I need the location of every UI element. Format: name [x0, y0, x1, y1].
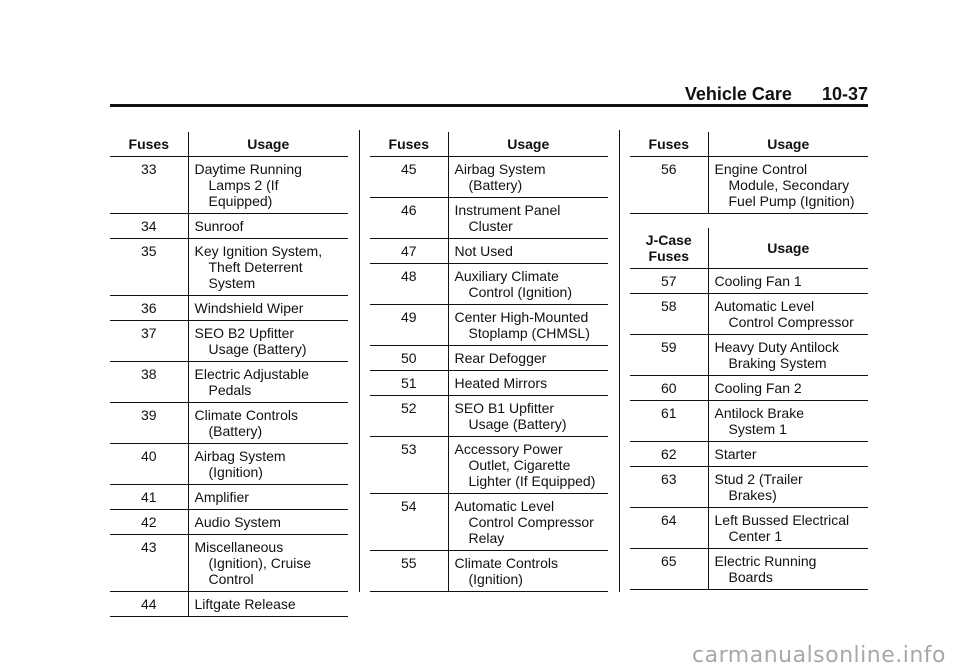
usage-line: Key Ignition System, — [194, 243, 323, 259]
usage-line: Brakes) — [728, 487, 777, 503]
fuse-number: 45 — [370, 157, 448, 198]
usage-line: Fuel Pump (Ignition) — [728, 193, 855, 209]
usage-line: Auxiliary Climate — [454, 268, 559, 284]
usage-line: SEO B1 Upfitter — [454, 400, 555, 416]
usage-line: Windshield Wiper — [194, 300, 304, 316]
usage-line: Center 1 — [728, 528, 783, 544]
fuse-number: 64 — [630, 508, 708, 549]
table-row — [630, 376, 868, 401]
usage-line: Airbag System — [454, 161, 546, 177]
usage-line: (Battery) — [468, 177, 523, 193]
table-row — [370, 264, 608, 305]
fuse-number: 38 — [110, 362, 188, 403]
fuse-table-1 — [110, 132, 348, 617]
fuse-number: 49 — [370, 305, 448, 346]
fuse-number: 44 — [110, 592, 188, 617]
fuse-usage — [448, 198, 608, 239]
fuse-usage — [188, 239, 348, 296]
usage-line: Electric Adjustable — [194, 366, 309, 382]
usage-header: Usage — [247, 136, 290, 152]
fuse-usage — [188, 157, 348, 214]
fuse-usage — [708, 467, 868, 508]
table-row — [630, 549, 868, 590]
fuse-usage — [188, 535, 348, 592]
usage-line: System 1 — [728, 421, 787, 437]
fuse-usage — [188, 214, 348, 239]
table-row — [110, 296, 348, 321]
fuse-number: 51 — [370, 371, 448, 396]
usage-line: Liftgate Release — [194, 596, 296, 612]
fuse-number: 35 — [110, 239, 188, 296]
fuse-number: 42 — [110, 510, 188, 535]
fuse-usage — [448, 396, 608, 437]
fuse-usage — [708, 294, 868, 335]
fuse-usage — [448, 494, 608, 551]
usage-line: Heated Mirrors — [454, 375, 548, 391]
table-row — [370, 346, 608, 371]
fuse-usage — [708, 401, 868, 442]
usage-line: Airbag System — [194, 448, 286, 464]
table-row — [370, 551, 608, 592]
fuse-usage — [188, 321, 348, 362]
usage-line: Control Compressor — [728, 314, 854, 330]
usage-header: Usage — [507, 136, 550, 152]
fuse-number: 65 — [630, 549, 708, 590]
table-row — [630, 442, 868, 467]
fuse-number: 59 — [630, 335, 708, 376]
usage-line: Electric Running — [714, 553, 817, 569]
fuse-usage — [708, 335, 868, 376]
usage-line: Cluster — [468, 218, 513, 234]
usage-line: Cooling Fan 1 — [714, 273, 802, 289]
page-header — [110, 84, 868, 106]
fuse-usage — [188, 485, 348, 510]
column-divider-1 — [359, 130, 360, 592]
fuse-number: 53 — [370, 437, 448, 494]
fuse-number: 56 — [630, 157, 708, 214]
fuse-usage — [188, 510, 348, 535]
usage-line: Left Bussed Electrical — [714, 512, 850, 528]
usage-line: Climate Controls — [454, 555, 558, 571]
usage-header: Usage — [767, 136, 810, 152]
fuse-table-2 — [370, 132, 608, 592]
fuses-header: Fuses — [110, 132, 188, 157]
usage-line: Center High-Mounted — [454, 309, 589, 325]
table-row — [630, 269, 868, 294]
usage-line: Audio System — [194, 514, 281, 530]
table-row — [370, 157, 608, 198]
table-row — [110, 403, 348, 444]
table-row — [630, 467, 868, 508]
table-row — [110, 485, 348, 510]
fuse-number: 47 — [370, 239, 448, 264]
fuse-number: 40 — [110, 444, 188, 485]
fuse-number: 55 — [370, 551, 448, 592]
table-row — [370, 437, 608, 494]
usage-header: Usage — [767, 240, 810, 256]
fuse-number: 43 — [110, 535, 188, 592]
table-row — [630, 401, 868, 442]
table-row — [110, 157, 348, 214]
table-row — [110, 592, 348, 617]
usage-line: Antilock Brake — [714, 405, 804, 421]
usage-line: (Ignition) — [208, 464, 263, 480]
fuse-usage — [708, 376, 868, 401]
fuse-usage — [188, 592, 348, 617]
usage-line: Engine Control — [714, 161, 808, 177]
usage-line: Control Compressor — [468, 514, 594, 530]
usage-line: Miscellaneous — [194, 539, 284, 555]
fuse-usage — [448, 157, 608, 198]
usage-line: Stud 2 (Trailer — [714, 471, 803, 487]
fuse-usage — [708, 442, 868, 467]
fuses-header: Fuses — [630, 132, 708, 157]
usage-line: Climate Controls — [194, 407, 298, 423]
usage-line: (Ignition) — [468, 571, 523, 587]
fuses-header: Fuses — [370, 132, 448, 157]
fuse-usage — [188, 444, 348, 485]
header-rule — [110, 104, 868, 107]
usage-line: Heavy Duty Antilock — [714, 339, 839, 355]
usage-line: Usage (Battery) — [208, 341, 307, 357]
fuse-number: 46 — [370, 198, 448, 239]
j-case-fuses-header: J-Case Fuses — [630, 228, 708, 269]
table-row — [110, 239, 348, 296]
fuse-number: 63 — [630, 467, 708, 508]
usage-line: Relay — [468, 530, 505, 546]
table-row — [110, 510, 348, 535]
usage-line: (Battery) — [208, 423, 263, 439]
table-row — [630, 157, 868, 214]
fuse-usage — [448, 437, 608, 494]
fuse-usage — [188, 403, 348, 444]
usage-line: Automatic Level — [714, 298, 815, 314]
usage-line: Braking System — [728, 355, 827, 371]
fuse-number: 60 — [630, 376, 708, 401]
fuse-table-4 — [630, 228, 868, 590]
usage-line: SEO B2 Upfitter — [194, 325, 295, 341]
usage-line: Usage (Battery) — [468, 416, 567, 432]
fuse-number: 52 — [370, 396, 448, 437]
usage-line: System — [208, 275, 256, 291]
table-row — [370, 494, 608, 551]
table-row — [370, 371, 608, 396]
fuse-usage — [708, 157, 868, 214]
usage-line: Amplifier — [194, 489, 249, 505]
section-title: Vehicle Care — [684, 84, 792, 104]
usage-line: Starter — [714, 446, 757, 462]
fuse-usage — [708, 508, 868, 549]
fuse-number: 61 — [630, 401, 708, 442]
page-number: 10-37 — [821, 84, 868, 104]
usage-line: Daytime Running — [194, 161, 302, 177]
table-row — [370, 305, 608, 346]
fuse-number: 57 — [630, 269, 708, 294]
fuse-usage — [188, 296, 348, 321]
fuse-table-3 — [630, 132, 868, 214]
fuse-number: 36 — [110, 296, 188, 321]
fuse-usage — [188, 362, 348, 403]
table-row — [110, 444, 348, 485]
table-row — [110, 362, 348, 403]
column-divider-2 — [619, 130, 620, 592]
usage-line: Lamps 2 (If Equipped) — [208, 177, 279, 209]
table-row — [110, 321, 348, 362]
fuse-number: 39 — [110, 403, 188, 444]
table-row — [110, 214, 348, 239]
usage-line: Rear Defogger — [454, 350, 547, 366]
usage-line: (Ignition), Cruise — [208, 555, 312, 571]
usage-line: Not Used — [454, 243, 513, 259]
usage-line: Module, Secondary — [728, 177, 850, 193]
table-row — [370, 198, 608, 239]
fuse-usage — [448, 239, 608, 264]
usage-line: Sunroof — [194, 218, 244, 234]
fuse-usage — [708, 269, 868, 294]
usage-line: Cooling Fan 2 — [714, 380, 802, 396]
usage-line: Control — [208, 571, 254, 587]
fuse-usage — [448, 346, 608, 371]
fuse-number: 62 — [630, 442, 708, 467]
usage-line: Boards — [728, 569, 773, 585]
fuse-number: 50 — [370, 346, 448, 371]
fuse-number: 33 — [110, 157, 188, 214]
table-row — [370, 239, 608, 264]
usage-line: Accessory Power — [454, 441, 563, 457]
fuse-number: 54 — [370, 494, 448, 551]
fuse-usage — [448, 551, 608, 592]
table-row — [630, 294, 868, 335]
usage-line: Pedals — [208, 382, 252, 398]
usage-line: Stoplamp (CHMSL) — [468, 325, 590, 341]
table-row — [370, 396, 608, 437]
fuse-usage — [448, 264, 608, 305]
fuse-number: 48 — [370, 264, 448, 305]
usage-line: Control (Ignition) — [468, 284, 572, 300]
table-row — [110, 535, 348, 592]
fuse-usage — [708, 549, 868, 590]
usage-line: Automatic Level — [454, 498, 555, 514]
table-row — [630, 508, 868, 549]
fuse-number: 58 — [630, 294, 708, 335]
fuse-number: 37 — [110, 321, 188, 362]
fuse-number: 41 — [110, 485, 188, 510]
usage-line: Instrument Panel — [454, 202, 561, 218]
usage-line: Theft Deterrent — [208, 259, 303, 275]
usage-line: Outlet, Cigarette — [468, 457, 571, 473]
watermark: carmanualsonline.info — [692, 643, 946, 668]
fuse-number: 34 — [110, 214, 188, 239]
usage-line: Lighter (If Equipped) — [468, 473, 596, 489]
fuse-usage — [448, 371, 608, 396]
table-row — [630, 335, 868, 376]
fuse-usage — [448, 305, 608, 346]
